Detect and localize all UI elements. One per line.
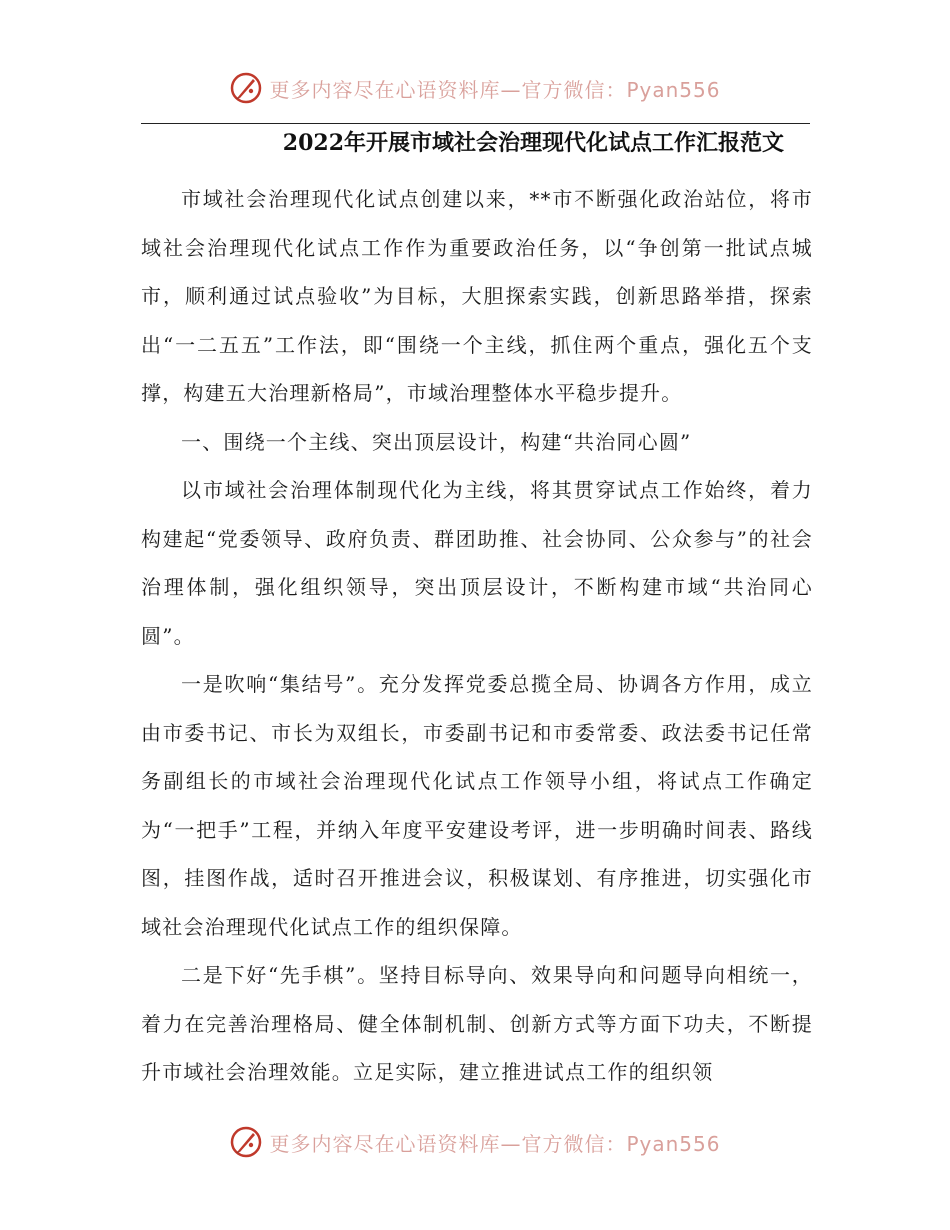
- paragraph-point-2: 二是下好“先手棋”。坚持目标导向、效果导向和问题导向相统一，着力在完善治理格局、健全体制机制、创新方式等方面下功夫，不断提升市域社会治理效能。立足实际，建立推进试点工作的组织领: [141, 963, 813, 1084]
- document-title: 2022年开展市域社会治理现代化试点工作汇报范文: [282, 130, 784, 156]
- paragraph-point-1: 一是吹响“集结号”。充分发挥党委总揽全局、协调各方作用，成立由市委书记、市长为双组长，市委副书记和市委常委、政法委书记任常务副组长的市域社会治理现代化试点工作领导小组，将试点工作确定为“一把手”工程，并纳入年度平安建设考评，进一步明确时间表、路线图，挂图作战，适时召开推进会议，积极谋划、有序推进，切实强化市域社会治理现代化试点工作的组织保障。: [141, 672, 813, 939]
- header-banner-text: 更多内容尽在心语资料库—官方微信：Pyan556: [269, 77, 721, 102]
- quill-logo-icon: [229, 1125, 263, 1159]
- header-banner-inner: [229, 71, 720, 105]
- footer-banner-text: 更多内容尽在心语资料库—官方微信：Pyan556: [269, 1131, 721, 1156]
- header-rule: [141, 123, 810, 124]
- header-banner: [0, 68, 950, 108]
- quill-logo-icon: [229, 71, 263, 105]
- paragraph-intro: 市域社会治理现代化试点创建以来，**市不断强化政治站位，将市域社会治理现代化试点工作作为重要政治任务，以“争创第一批试点城市，顺利通过试点验收”为目标，大胆探索实践，创新思路举措，探索出“一二五五”工作法，即“围绕一个主线，抓住两个重点，强化五个支撑，构建五大治理新格局”，市域治理整体水平稳步提升。: [141, 187, 813, 405]
- paragraph-section-1: 以市域社会治理体制现代化为主线，将其贯穿试点工作始终，着力构建起“党委领导、政府负责、群团助推、社会协同、公众参与”的社会治理体制，强化组织领导，突出顶层设计，不断构建市域“共治同心圆”。: [141, 478, 813, 648]
- document-body: [141, 175, 813, 1097]
- footer-banner-inner: [229, 1125, 720, 1159]
- footer-banner: [0, 1122, 950, 1162]
- section-heading-1: 一、围绕一个主线、突出顶层设计，构建“共治同心圆”: [181, 429, 692, 454]
